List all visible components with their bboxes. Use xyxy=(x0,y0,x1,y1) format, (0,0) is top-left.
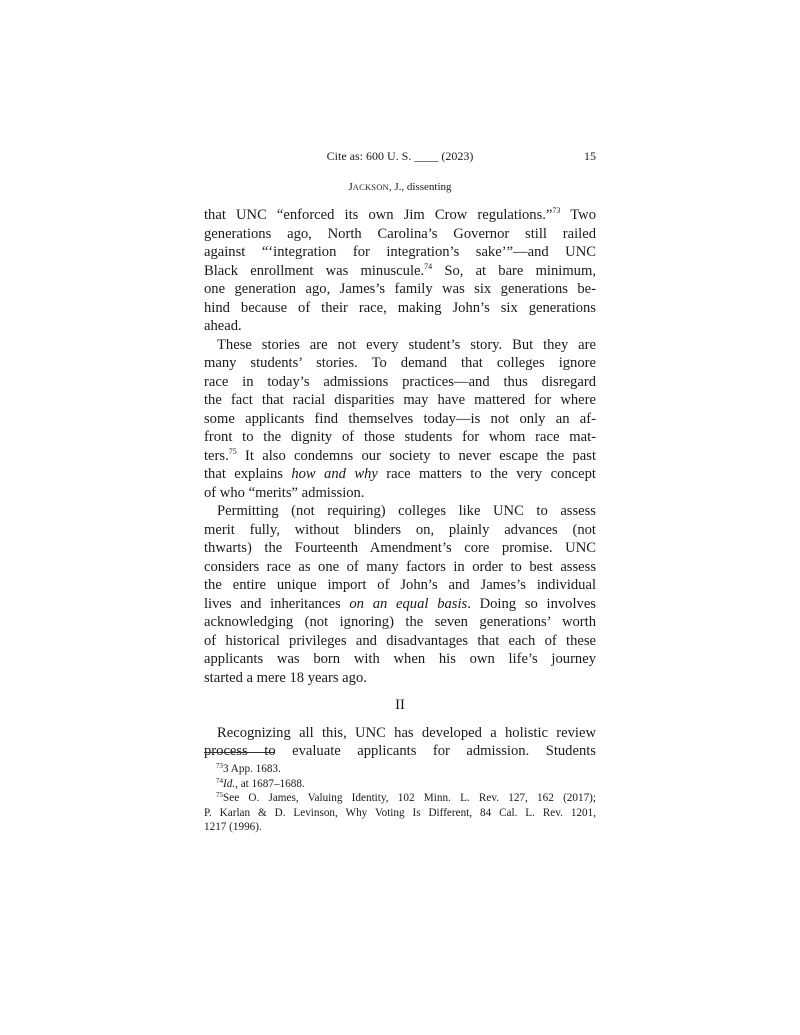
body-text xyxy=(204,206,596,761)
footnote-divider xyxy=(204,752,274,753)
text-line: ahead. xyxy=(204,318,242,334)
spacer xyxy=(204,687,596,696)
footnote-75-cont: 1217 (1996). xyxy=(204,821,262,833)
text-line: thwarts) the Fourteenth Amendment’s core promise. UNC xyxy=(204,540,596,556)
text-line: of historical privileges and disadvantages that each of these xyxy=(204,632,596,649)
text-run: . Doing so involves xyxy=(467,595,596,612)
citation-line: Cite as: 600 U. S. ____ (2023) xyxy=(326,149,474,163)
text-line: many students’ stories. To demand that colleges ignore xyxy=(204,355,596,371)
footnote-number: 73 xyxy=(216,762,223,770)
text-line: one generation ago, James’s family was six generations be- xyxy=(204,281,596,297)
author-initial: J xyxy=(348,181,353,193)
text-line: some applicants find themselves today—is not only an af- xyxy=(204,410,596,427)
footnote-ref-73: 73 xyxy=(552,206,561,215)
text-line: merit fully, without blinders on, plainly advances (not xyxy=(204,521,596,538)
footnote-74 xyxy=(204,777,596,792)
text-line: against “‘integration for integration’s sake’”—and UNC xyxy=(204,244,596,260)
text-line: of who “merits” admission. xyxy=(204,484,365,501)
emphasis: Id. xyxy=(223,777,236,790)
opinion-author-line xyxy=(204,181,596,193)
text-run: So, at bare minimum, xyxy=(432,262,596,279)
text-line: started a mere 18 years ago. xyxy=(204,669,367,686)
text-line: the fact that racial disparities may have mattered for where xyxy=(204,392,596,408)
text-line: Recognizing all this, UNC has developed a holistic review xyxy=(217,724,596,741)
footnote-ref-75: 75 xyxy=(228,446,237,456)
footnote-text: 3 App. 1683. xyxy=(223,763,281,775)
text-line xyxy=(204,595,596,614)
text-run: It also condemns our society to never escape the past xyxy=(236,447,596,464)
text-line: considers race as one of many factors in order to best assess xyxy=(204,558,596,575)
text-run: Black enrollment was minuscule. xyxy=(204,262,425,279)
text-run: Two xyxy=(560,207,596,223)
text-line: applicants was born with when his own life’s journey xyxy=(204,651,596,667)
text-line: the entire unique import of John’s and James’s individual xyxy=(204,577,596,593)
footnote-number: 74 xyxy=(216,776,223,785)
text-line: Permitting (not requiring) colleges like UNC to assess xyxy=(217,503,596,519)
author-name-smallcaps: ACKSON xyxy=(352,182,389,192)
text-line: These stories are not every student’s story. But they are xyxy=(217,336,596,353)
text-run: lives and inheritances xyxy=(204,595,350,612)
text-line xyxy=(204,262,596,281)
text-line: race in today’s admissions practices—and thus disregard xyxy=(204,373,596,390)
text-line xyxy=(204,447,596,466)
spacer xyxy=(204,715,596,724)
text-line: front to the dignity of those students for whom race mat- xyxy=(204,429,596,445)
text-line: generations ago, North Carolina’s Governor still railed xyxy=(204,225,596,242)
text-line xyxy=(204,206,596,225)
text-run: race matters to the very concept xyxy=(377,466,596,482)
text-line xyxy=(204,465,596,484)
footnote-75-cont: P. Karlan & D. Levinson, Why Voting Is Different, 84 Cal. L. Rev. 1201, xyxy=(204,806,596,819)
text-line: hind because of their race, making John’s six generations xyxy=(204,299,596,316)
page-number: 15 xyxy=(584,149,596,163)
author-suffix: , J., dissenting xyxy=(388,181,452,193)
emphasis: how and why xyxy=(291,466,378,482)
text-run: ters. xyxy=(204,447,229,464)
footnote-75 xyxy=(204,791,596,806)
footnote-text: , at 1687–1688. xyxy=(235,777,305,790)
text-line: acknowledging (not ignoring) the seven generations’ worth xyxy=(204,614,596,630)
text-run: that explains xyxy=(204,466,292,482)
text-line: process to evaluate applicants for admission. Students xyxy=(204,743,596,759)
emphasis: on an equal basis xyxy=(349,595,468,612)
footnote-73 xyxy=(204,762,596,777)
running-header xyxy=(204,149,596,165)
section-heading: II xyxy=(395,697,405,713)
footnote-number: 75 xyxy=(216,791,223,799)
footnotes xyxy=(204,762,596,835)
footnote-text: See O. James, Valuing Identity, 102 Minn. L. Rev. 127, 162 (2017); xyxy=(223,792,596,804)
text-run: that UNC “enforced its own Jim Crow regulations.” xyxy=(204,207,553,223)
footnote-ref-74: 74 xyxy=(424,261,433,271)
